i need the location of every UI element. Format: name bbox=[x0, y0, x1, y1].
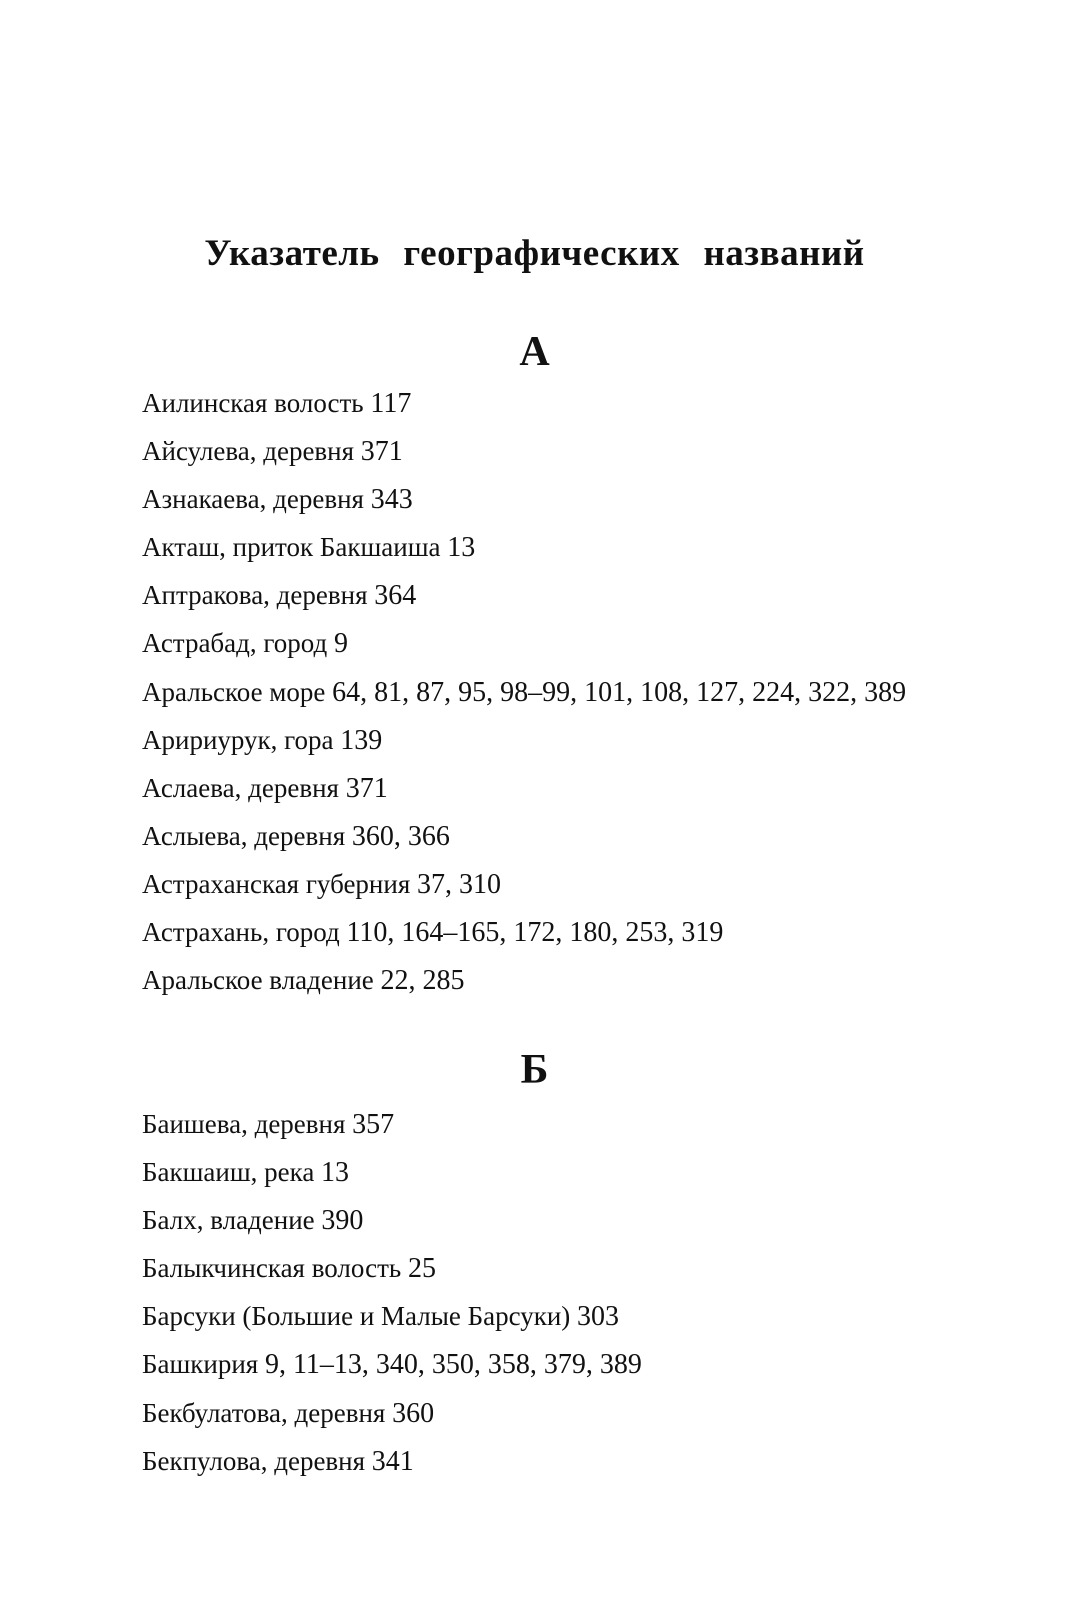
entry-name: Аральское море bbox=[142, 676, 326, 707]
index-entry bbox=[142, 1344, 642, 1392]
entry-pages: 360 bbox=[392, 1397, 435, 1429]
index-entry bbox=[142, 575, 906, 623]
page-title: Указатель географических названий bbox=[204, 233, 865, 274]
index-entry bbox=[142, 816, 906, 864]
index-entry bbox=[142, 912, 906, 960]
entry-name: Башкирия bbox=[142, 1349, 259, 1380]
entry-pages: 117 bbox=[370, 388, 412, 419]
entry-name: Аилинская волость bbox=[142, 388, 364, 418]
entry-pages: 25 bbox=[407, 1253, 436, 1285]
index-entry bbox=[142, 960, 906, 1008]
section-letter-b: Б bbox=[520, 1047, 549, 1093]
entry-name: Акташ, приток Бакшаиша bbox=[142, 532, 441, 563]
entry-pages: 9, 11–13, 340, 350, 358, 379, 389 bbox=[264, 1349, 642, 1381]
index-entry bbox=[142, 1393, 642, 1441]
index-entry bbox=[142, 1200, 642, 1248]
index-entry bbox=[142, 383, 906, 431]
entry-pages: 110, 164–165, 172, 180, 253, 319 bbox=[346, 917, 724, 949]
entry-name: Балыкчинская волость bbox=[142, 1253, 402, 1284]
section-a-list bbox=[142, 383, 906, 1008]
entry-name: Аслыева, деревня bbox=[142, 820, 346, 851]
entry-pages: 303 bbox=[577, 1301, 620, 1333]
index-entry bbox=[142, 623, 906, 671]
section-b-list bbox=[142, 1104, 642, 1489]
entry-name: Баишева, деревня bbox=[142, 1109, 346, 1139]
entry-pages: 371 bbox=[345, 772, 388, 804]
index-entry bbox=[142, 1441, 642, 1489]
index-entry bbox=[142, 672, 906, 720]
index-entry bbox=[142, 431, 906, 479]
entry-pages: 139 bbox=[340, 724, 383, 756]
entry-name: Аральское владение bbox=[142, 965, 374, 996]
entry-pages: 341 bbox=[371, 1445, 414, 1477]
entry-name: Аптракова, деревня bbox=[142, 580, 368, 611]
index-entry bbox=[142, 479, 906, 527]
index-entry bbox=[142, 1104, 642, 1152]
entry-pages: 371 bbox=[360, 436, 403, 468]
entry-pages: 64, 81, 87, 95, 98–99, 101, 108, 127, 224, 322, 389 bbox=[332, 676, 907, 708]
entry-pages: 343 bbox=[370, 484, 413, 516]
entry-name: Аририурук, гора bbox=[142, 724, 334, 755]
index-entry bbox=[142, 1248, 642, 1296]
entry-name: Бекпулова, деревня bbox=[142, 1445, 366, 1476]
entry-name: Аслаева, деревня bbox=[142, 772, 339, 803]
entry-pages: 9 bbox=[334, 628, 348, 660]
entry-name: Бекбулатова, деревня bbox=[142, 1397, 386, 1428]
index-entry bbox=[142, 720, 906, 768]
entry-name: Айсулева, деревня bbox=[142, 436, 355, 467]
index-entry bbox=[142, 768, 906, 816]
index-entry bbox=[142, 1152, 642, 1200]
index-entry bbox=[142, 527, 906, 575]
entry-pages: 22, 285 bbox=[380, 965, 465, 997]
entry-pages: 360, 366 bbox=[351, 820, 450, 852]
entry-pages: 364 bbox=[374, 580, 417, 612]
entry-pages: 13 bbox=[321, 1157, 350, 1189]
entry-name: Барсуки (Большие и Малые Барсуки) bbox=[142, 1301, 571, 1332]
section-letter-a: А bbox=[519, 329, 550, 375]
entry-pages: 37, 310 bbox=[417, 868, 501, 900]
index-entry bbox=[142, 864, 906, 912]
entry-name: Азнакаева, деревня bbox=[142, 484, 364, 515]
entry-pages: 13 bbox=[447, 532, 476, 564]
entry-name: Астрахань, город bbox=[142, 917, 340, 948]
entry-name: Астрабад, город bbox=[142, 628, 328, 659]
index-entry bbox=[142, 1296, 642, 1344]
entry-pages: 357 bbox=[352, 1109, 395, 1140]
entry-name: Астраханская губерния bbox=[142, 868, 411, 899]
entry-name: Бакшаиш, река bbox=[142, 1157, 315, 1188]
entry-pages: 390 bbox=[321, 1205, 364, 1237]
entry-name: Балх, владение bbox=[142, 1205, 315, 1236]
